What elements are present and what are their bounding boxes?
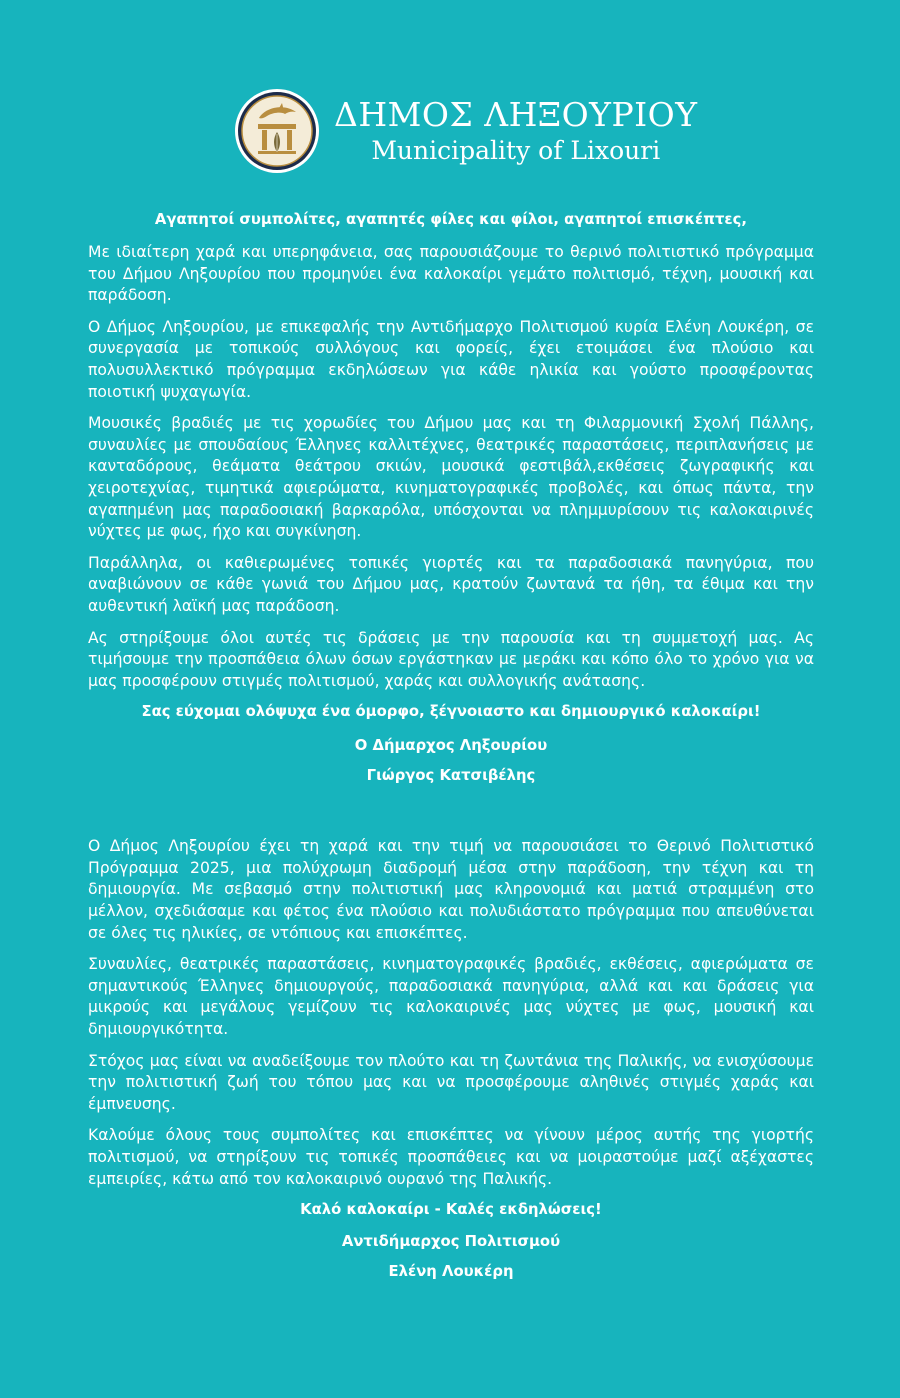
- municipality-header: [234, 86, 698, 176]
- deputy-closing-wish: Καλό καλοκαίρι - Καλές εκδηλώσεις!: [300, 1201, 602, 1219]
- mayor-greeting: Αγαπητοί συμπολίτες, αγαπητές φίλες και φίλοι, αγαπητοί επισκέπτες,: [154, 211, 748, 228]
- deputy-signature-name: Ελένη Λουκέρη: [388, 1263, 514, 1281]
- mayor-paragraph: Με ιδιαίτερη χαρά και υπερηφάνεια, σας παρουσιάζουμε το θερινό πολιτιστικό πρόγραμμα του Δήμου Ληξουρίου που προμηνύει ένα καλοκαίρι γεμάτο πολιτισμό, τέχνη, μουσική και παράδοση.: [88, 243, 814, 305]
- mayor-paragraph: Μουσικές βραδιές με τις χορωδίες του Δήμου μας και τη Φιλαρμονική Σχολή Πάλλης, συναυλίες με σπουδαίους Έλληνες καλλιτέχνες, θεατρικές παραστάσεις, περιπλανήσεις με κανταδόρους, θεάματα θεάτρου σκιών, μουσικά φεστιβάλ,εκθέσεις ζωγραφικής και χειροτεχνίας, τιμητικά αφιερώματα, κινηματογραφικές προβολές, και όπως πάντα, την αγαπημένη μας παραδοσιακή βαρκαρόλα, υπόσχονται να πλημμυρίσουν τις καλοκαιρινές νύχτες με φως, ήχο και συγκίνηση.: [88, 414, 814, 541]
- mayor-paragraph: Ας στηρίξουμε όλοι αυτές τις δράσεις με την παρουσία και τη συμμετοχή μας. Ας τιμήσουμε την προσπάθεια όλων όσων εργάστηκαν με μεράκι και κόπο όλο το χρόνο για να μας προσφέρουν στιγμές πολιτισμού, χαράς και συλλογικής ανάτασης.: [88, 628, 814, 690]
- mayor-paragraph: Παράλληλα, οι καθιερωμένες τοπικές γιορτές και τα παραδοσιακά πανηγύρια, που αναβιώνουν σε κάθε γωνιά του Δήμου μας, κρατούν ζωντανά τα ήθη, τα έθιμα και την αυθεντική λαϊκή μας παράδοση.: [88, 553, 814, 615]
- deputy-paragraph: Συναυλίες, θεατρικές παραστάσεις, κινηματογραφικές βραδιές, εκθέσεις, αφιερώματα σε σημαντικούς Έλληνες δημιουργούς, παραδοσιακά πανηγύρια, αλλά και και δράσεις για μικρούς και μεγάλους γεμίζουν τις καλοκαιρινές μας νύχτες με φως, μουσική και δημιουργικότητα.: [88, 955, 814, 1039]
- municipality-seal-logo: [234, 88, 320, 174]
- municipality-title-english: Municipality of Lixouri: [371, 136, 661, 165]
- deputy-paragraph: Στόχος μας είναι να αναδείξουμε τον πλούτο και τη ζωντάνια της Παλικής, να ενισχύσουμε την πολιτιστική ζωή του τόπου μας και να προσφέρουμε αληθινές στιγμές χαράς και έμπνευσης.: [88, 1051, 814, 1113]
- deputy-paragraph: Ο Δήμος Ληξουρίου έχει τη χαρά και την τιμή να παρουσιάσει το Θερινό Πολιτιστικό Πρόγραμμα 2025, μια πολύχρωμη διαδρομή μέσα στην παράδοση, την τέχνη και τη δημιουργία. Με σεβασμό στην πολιτιστική μας κληρονομιά και ματιά στραμμένη στο μέλλον, σχεδιάσαμε και φέτος ένα πλούσιο και πολυδιάστατο πρόγραμμα που απευθύνεται σε όλες τις ηλικίες, σε ντόπιους και επισκέπτες.: [88, 837, 814, 942]
- deputy-signature-role: Αντιδήμαρχος Πολιτισμού: [341, 1233, 561, 1251]
- mayor-signature-name: Γιώργος Κατσιβέλης: [366, 767, 536, 785]
- mayor-closing-wish: Σας εύχομαι ολόψυχα ένα όμορφο, ξέγνοιαστο και δημιουργικό καλοκαίρι!: [141, 703, 761, 721]
- deputy-paragraph: Καλούμε όλους τους συμπολίτες και επισκέπτες να γίνουν μέρος αυτής της γιορτής πολιτισμού, να στηρίξουν τις τοπικές προσπάθειες και να μοιραστούμε μαζί αξέχαστες εμπειρίες, κάτω από τον καλοκαιρινό ουρανό της Παλικής.: [88, 1126, 814, 1188]
- mayor-paragraph: Ο Δήμος Ληξουρίου, με επικεφαλής την Αντιδήμαρχο Πολιτισμού κυρία Ελένη Λουκέρη, σε συνεργασία με τοπικούς συλλόγους και φορείς, έχει ετοιμάσει ένα πλούσιο και πολυσυλλεκτικό πρόγραμμα εκδηλώσεων για κάθε ηλικία και γούστο προσφέροντας ποιοτική ψυχαγωγία.: [88, 317, 814, 401]
- municipality-title-greek: ΔΗΜΟΣ ΛΗΞΟΥΡΙΟΥ: [334, 95, 698, 134]
- mayor-signature-role: Ο Δήμαρχος Ληξουρίου: [354, 737, 548, 755]
- letters-content: [88, 210, 814, 1282]
- municipality-titles: [334, 96, 698, 166]
